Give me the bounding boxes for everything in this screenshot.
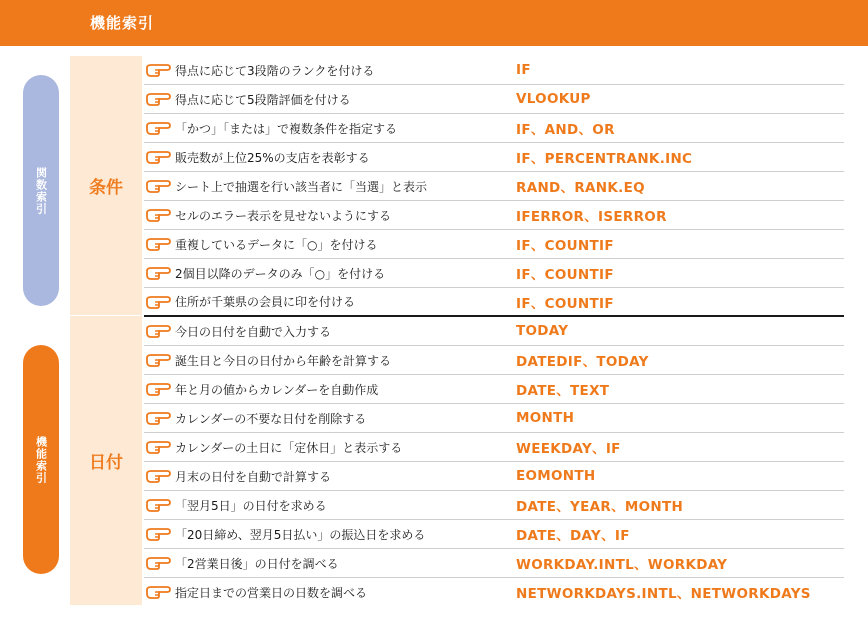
row-function: IF [516, 62, 531, 78]
row-description: 販売数が上位25%の支店を表彰する [175, 150, 370, 165]
row-function: IF、COUNTIF [516, 295, 614, 312]
pointing-hand-icon [146, 411, 172, 425]
row-description: 2個目以降のデータのみ「○」を付ける [175, 266, 386, 281]
table-row[interactable] [144, 143, 844, 172]
pointing-hand-icon [146, 237, 172, 251]
table-row[interactable] [144, 433, 844, 462]
row-description: セルのエラー表示を見せないようにする [175, 208, 392, 223]
table-row[interactable] [144, 317, 844, 346]
table-row[interactable] [144, 201, 844, 230]
table-row[interactable] [144, 172, 844, 201]
pointing-hand-icon [146, 527, 172, 541]
row-description: 指定日までの営業日の日数を調べる [175, 585, 368, 600]
table-row[interactable] [144, 288, 844, 317]
row-function: VLOOKUP [516, 91, 591, 107]
pointing-hand-icon [146, 498, 172, 512]
row-description: 「翌月5日」の日付を求める [175, 498, 327, 513]
pointing-hand-icon [146, 440, 172, 454]
row-description: 得点に応じて3段階のランクを付ける [175, 63, 375, 78]
pointing-hand-icon [146, 469, 172, 483]
row-function: RAND、RANK.EQ [516, 180, 645, 196]
row-description: 住所が千葉県の会員に印を付ける [175, 295, 356, 309]
row-description: カレンダーの不要な日付を削除する [175, 411, 367, 426]
table-row[interactable] [144, 549, 844, 578]
table-row[interactable] [144, 462, 844, 491]
table-row[interactable] [144, 375, 844, 404]
row-description: 「2営業日後」の日付を調べる [175, 556, 339, 571]
row-function: DATEDIF、TODAY [516, 354, 649, 370]
pointing-hand-icon [146, 295, 172, 309]
pointing-hand-icon [146, 92, 172, 106]
side-tab-function-index[interactable] [23, 75, 59, 306]
row-description: 今日の日付を自動で入力する [175, 324, 332, 339]
row-function: IF、COUNTIF [516, 267, 614, 283]
row-function: IF、PERCENTRANK.INC [516, 151, 693, 167]
row-description: 得点に応じて5段階評価を付ける [175, 92, 351, 107]
row-function: IF、AND、OR [516, 122, 615, 138]
pointing-hand-icon [146, 208, 172, 222]
category-label: 条件 [89, 178, 123, 198]
table-row[interactable] [144, 346, 844, 375]
row-description: 「20日締め、翌月5日払い」の振込日を求める [175, 527, 426, 542]
table-row[interactable] [144, 85, 844, 114]
category-label: 日付 [89, 453, 123, 473]
pointing-hand-icon [146, 150, 172, 164]
side-tab-feature-index[interactable] [23, 345, 59, 574]
pointing-hand-icon [146, 353, 172, 367]
category-date [70, 316, 142, 605]
side-tab-label: 機能索引 [34, 435, 48, 484]
row-function: EOMONTH [516, 468, 596, 484]
pointing-hand-icon [146, 121, 172, 135]
table-row[interactable] [144, 230, 844, 259]
header-bar [0, 0, 868, 46]
index-table [144, 56, 844, 606]
row-description: 月末の日付を自動で計算する [175, 469, 332, 484]
side-tab-label: 関数索引 [34, 166, 48, 215]
row-function: NETWORKDAYS.INTL、NETWORKDAYS [516, 586, 811, 602]
pointing-hand-icon [146, 324, 172, 338]
table-row[interactable] [144, 56, 844, 85]
row-function: DATE、TEXT [516, 383, 610, 399]
page-title: 機能索引 [90, 14, 155, 32]
row-function: IFERROR、ISERROR [516, 209, 667, 225]
table-row[interactable] [144, 114, 844, 143]
row-description: 重複しているデータに「○」を付ける [175, 237, 378, 252]
pointing-hand-icon [146, 266, 172, 280]
pointing-hand-icon [146, 556, 172, 570]
row-function: TODAY [516, 323, 569, 339]
row-description: 「かつ」「または」で複数条件を指定する [175, 121, 398, 136]
row-function: MONTH [516, 410, 575, 426]
row-function: WEEKDAY、IF [516, 441, 621, 457]
row-description: シート上で抽選を行い該当者に「当選」と表示 [175, 179, 428, 194]
pointing-hand-icon [146, 382, 172, 396]
row-description: 誕生日と今日の日付から年齢を計算する [175, 353, 392, 368]
table-row[interactable] [144, 259, 844, 288]
table-row[interactable] [144, 404, 844, 433]
table-row[interactable] [144, 520, 844, 549]
pointing-hand-icon [146, 179, 172, 193]
row-description: 年と月の値からカレンダーを自動作成 [175, 382, 379, 397]
row-function: IF、COUNTIF [516, 238, 614, 254]
row-function: WORKDAY.INTL、WORKDAY [516, 557, 728, 573]
table-row[interactable] [144, 578, 844, 606]
table-row[interactable] [144, 491, 844, 520]
row-description: カレンダーの土日に「定休日」と表示する [175, 440, 403, 455]
category-condition [70, 56, 142, 315]
row-function: DATE、YEAR、MONTH [516, 499, 684, 515]
pointing-hand-icon [146, 585, 172, 599]
row-function: DATE、DAY、IF [516, 528, 630, 544]
pointing-hand-icon [146, 63, 172, 77]
